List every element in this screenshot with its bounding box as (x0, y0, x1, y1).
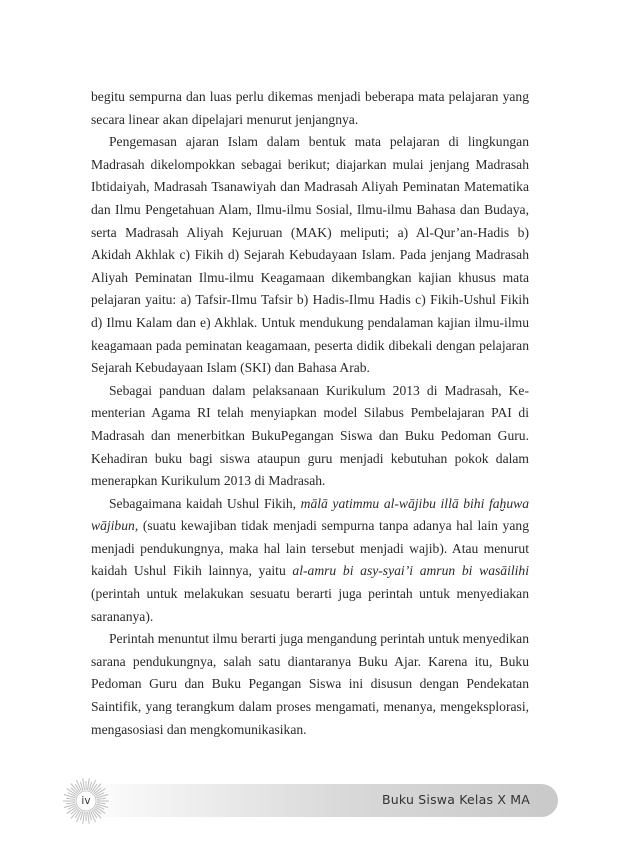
page-body (91, 86, 529, 741)
paragraph-text: Pengemasan ajaran Islam dalam bentuk mata pelajaran di lingkungan Madrasah dikelompokkan sebagai berikut; diajarkan mulai jenjang Madrasah Ibtidaiyah, Madrasah Tsanawiyah dan Madrasah Aliyah Peminatan Matematika dan Ilmu Pengetahuan Alam, Ilmu-ilmu Sosial, Ilmu-ilmu Bahasa dan Budaya, serta Madrasah Aliyah Kejuruan (MAK) meliputi; a) Al-Qur’an-Hadis b) Akidah Akhlak c) Fikih d) Sejarah Kebudayaan Islam. Pada jenjang Madrasah Aliyah Peminatan Ilmu-ilmu Keagamaan dikembangkan kajian khusus mata pelajaran yaitu: a) Tafsir-Ilmu Tafsir b) Hadis-Ilmu Hadis c) Fikih-Ushul Fikih d) Ilmu Kalam dan e) Akhlak. Untuk mendukung pendalaman kajian ilmu-ilmu keagamaan pada peminatan keagamaan, peserta didik dibekali dengan pelajaran Sejarah Kebudayaan Islam (SKI) dan Bahasa Arab. (91, 134, 529, 376)
paragraph-text: Sebagai panduan dalam pelaksanaan Kurikulum 2013 di Madrasah, Kementerian Agama RI telah menyiapkan model Silabus Pembelajaran PAI di Madrasah dan menerbitkan BukuPegangan Siswa dan Buku Pedoman Guru. Kehadiran buku bagi siswa ataupun guru menjadi kebutuhan pokok dalam menerapkan Kurikulum 2013 di Madrasah. (91, 382, 529, 489)
transliteration-text: al-amru bi asy-syai’i amrun bi wasāilihi (292, 563, 529, 579)
paragraph-list (91, 86, 529, 741)
footer-book-title: Buku Siswa Kelas X MA (382, 792, 530, 807)
body-paragraph (91, 380, 529, 493)
paragraph-text: (perintah untuk melakukan sesuatu berarti juga perintah untuk menyediakan sarananya). (91, 586, 529, 624)
body-paragraph (91, 493, 529, 629)
body-paragraph (91, 131, 529, 380)
transliteration-text: mālā yatimmu al-wājibu illā bihi faḫuwa wājibun (91, 495, 529, 534)
paragraph-text: Sebagaimana kaidah Ushul Fikih, (109, 495, 301, 511)
footer-emblem (62, 777, 110, 825)
paragraph-text: , (suatu kewajiban tidak menjadi sempurna tanpa adanya hal lain yang menjadi pendukungnya, maka hal lain tersebut menjadi wajib). Atau menurut kaidah Ushul Fikih lainnya, yaitu (91, 518, 529, 579)
paragraph-text: begitu sempurna dan luas perlu dikemas menjadi beberapa mata pelajaran yang secara linear akan dipelajari menurut jenjangnya. (91, 89, 529, 127)
body-paragraph (91, 628, 529, 741)
body-paragraph (91, 86, 529, 131)
page-number: iv (81, 795, 91, 807)
footer-bar (78, 784, 558, 817)
paragraph-text: Perintah menuntut ilmu berarti juga mengandung perintah untuk menyedikan sarana pendukungnya, salah satu diantaranya Buku Ajar. Karena itu, Buku Pedoman Guru dan Buku Pegangan Siswa ini disusun dengan Pendekatan Saintifik, yang terangkum dalam proses mengamati, menanya, mengeksplorasi, mengasosiasi dan mengkomunikasikan. (91, 631, 529, 737)
